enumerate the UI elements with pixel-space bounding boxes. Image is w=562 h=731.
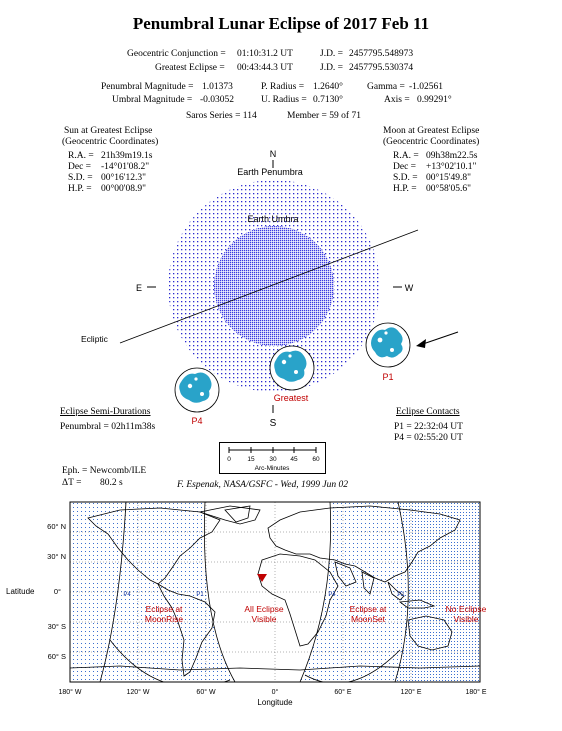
greatest-jd-label: J.D. = — [320, 63, 344, 73]
sun-dec-label: Dec = — [68, 162, 92, 172]
greatest-moon-label: Greatest — [273, 393, 309, 403]
region-moonset-label: MoonSet — [350, 614, 386, 624]
penumbral-magnitude: 1.01373 — [202, 82, 233, 92]
umbral-magnitude-label: Umbral Magnitude = — [112, 95, 193, 105]
moon-p4 — [175, 368, 219, 412]
eclipse-diagram — [0, 140, 562, 440]
scale-bar — [219, 442, 326, 474]
p-radius-label: P. Radius = — [261, 82, 305, 92]
penumbral-magnitude-label: Penumbral Magnitude = — [101, 82, 194, 92]
lon-tick: 120° E — [400, 689, 422, 696]
conjunction-value: 01:10:31.2 UT — [237, 49, 293, 59]
delta-t-value: 80.2 s — [100, 478, 123, 488]
greatest-label: Greatest Eclipse = — [155, 63, 225, 73]
moon-p1 — [366, 323, 410, 367]
region-no-eclipse-label: Visible — [453, 614, 479, 624]
lat-tick: 0° — [53, 587, 61, 596]
semi-durations-title: Eclipse Semi-Durations — [60, 407, 151, 417]
contact-p1: P1 = 22:32:04 UT — [394, 422, 463, 432]
south-marker: S — [269, 418, 277, 429]
region-moonrise-label: Eclipse at — [145, 604, 183, 614]
delta-t-label: ΔT = — [62, 478, 82, 488]
p4-label: P4 — [191, 416, 203, 426]
scale-tick: 30 — [269, 456, 277, 463]
east-marker: E — [135, 283, 143, 293]
west-marker: W — [404, 283, 414, 293]
u-radius: 0.7130° — [313, 95, 343, 105]
saros-series: Saros Series = 114 — [186, 111, 257, 121]
axis-label: Axis = — [384, 95, 410, 105]
contact-curve-label: P1 — [196, 592, 204, 598]
moon-hp: 00°58'05.6" — [426, 184, 472, 194]
latitude-axis-title: Latitude — [6, 587, 35, 596]
moon-ra-label: R.A. = — [393, 151, 419, 161]
p-radius: 1.2640° — [313, 82, 343, 92]
lon-tick: 60° W — [196, 689, 216, 696]
moon-dec: +13°02'10.1" — [426, 162, 477, 172]
moon-greatest — [270, 346, 314, 390]
conjunction-jd-label: J.D. = — [320, 49, 344, 59]
longitude-axis-title: Longitude — [257, 698, 293, 707]
penumbral-duration: Penumbral = 02h11m38s — [60, 422, 156, 432]
lat-tick: 60° S — [47, 652, 66, 661]
umbra-label: Earth Umbra — [247, 214, 299, 224]
sun-hp-label: H.P. = — [68, 184, 92, 194]
ecliptic-label: Ecliptic — [81, 334, 108, 344]
scale-label: Arc-Minutes — [254, 465, 290, 472]
contact-curve-label: P4 — [123, 592, 131, 598]
lat-tick: 30° S — [47, 622, 66, 631]
north-marker: N — [269, 149, 277, 159]
region-no-eclipse-label: No Eclipse — [445, 604, 487, 614]
region-moonset-label: Eclipse at — [349, 604, 387, 614]
moon-subtitle: (Geocentric Coordinates) — [383, 137, 480, 147]
moon-title: Moon at Greatest Eclipse — [383, 126, 480, 136]
sun-hp: 00°00'08.9" — [101, 184, 147, 194]
penumbra-label: Earth Penumbra — [237, 167, 303, 177]
moon-dec-label: Dec = — [393, 162, 417, 172]
credit: F. Espenak, NASA/GSFC - Wed, 1999 Jun 02 — [177, 480, 348, 490]
lon-tick: 180° W — [58, 689, 82, 696]
region-all-visible-label: Visible — [251, 614, 277, 624]
moon-sd: 00°15'49.8" — [426, 173, 472, 183]
region-moonrise-label: MoonRise — [144, 614, 184, 624]
earth-umbra — [214, 226, 334, 346]
u-radius-label: U. Radius = — [261, 95, 307, 105]
conjunction-jd: 2457795.548973 — [349, 49, 414, 59]
contact-curve-label: P4 — [328, 592, 336, 598]
visibility-map — [0, 490, 562, 731]
sun-sd: 00°16'12.3" — [101, 173, 147, 183]
arrow-icon — [416, 339, 426, 348]
umbral-magnitude: -0.03052 — [200, 95, 235, 105]
greatest-jd: 2457795.530374 — [349, 63, 414, 73]
sun-subtitle: (Geocentric Coordinates) — [62, 137, 159, 147]
sun-ra: 21h39m19.1s — [101, 151, 153, 161]
moon-sd-label: S.D. = — [393, 173, 418, 183]
region-all-visible-label: All Eclipse — [244, 604, 284, 614]
moon-ra: 09h38m22.5s — [426, 151, 478, 161]
scale-tick: 0 — [227, 456, 231, 463]
lon-tick: 180° E — [465, 689, 487, 696]
contacts-title: Eclipse Contacts — [396, 407, 460, 417]
saros-member: Member = 59 of 71 — [287, 111, 361, 121]
ephemeris: Eph. = Newcomb/ILE — [62, 466, 147, 476]
scale-tick: 15 — [247, 456, 255, 463]
contact-p4: P4 = 02:55:20 UT — [394, 433, 463, 443]
gamma: -1.02561 — [409, 82, 444, 92]
greatest-value: 00:43:44.3 UT — [237, 63, 293, 73]
conjunction-label: Geocentric Conjunction = — [127, 49, 226, 59]
p1-label: P1 — [382, 372, 394, 382]
sun-ra-label: R.A. = — [68, 151, 94, 161]
lon-tick: 0° — [271, 689, 279, 696]
scale-tick: 60 — [312, 456, 320, 463]
lat-tick: 30° N — [47, 552, 66, 561]
lon-tick: 120° W — [126, 689, 150, 696]
gamma-label: Gamma = — [367, 82, 405, 92]
scale-tick: 45 — [290, 456, 298, 463]
page-title: Penumbral Lunar Eclipse of 2017 Feb 11 — [132, 14, 430, 33]
contact-curve-label: P1 — [397, 592, 405, 598]
lat-tick: 60° N — [47, 522, 66, 531]
lon-tick: 60° E — [334, 689, 352, 696]
sun-dec: -14°01'08.2" — [101, 162, 150, 172]
axis: 0.99291° — [417, 95, 452, 105]
moon-hp-label: H.P. = — [393, 184, 417, 194]
sun-title: Sun at Greatest Eclipse — [64, 126, 153, 136]
sun-sd-label: S.D. = — [68, 173, 93, 183]
